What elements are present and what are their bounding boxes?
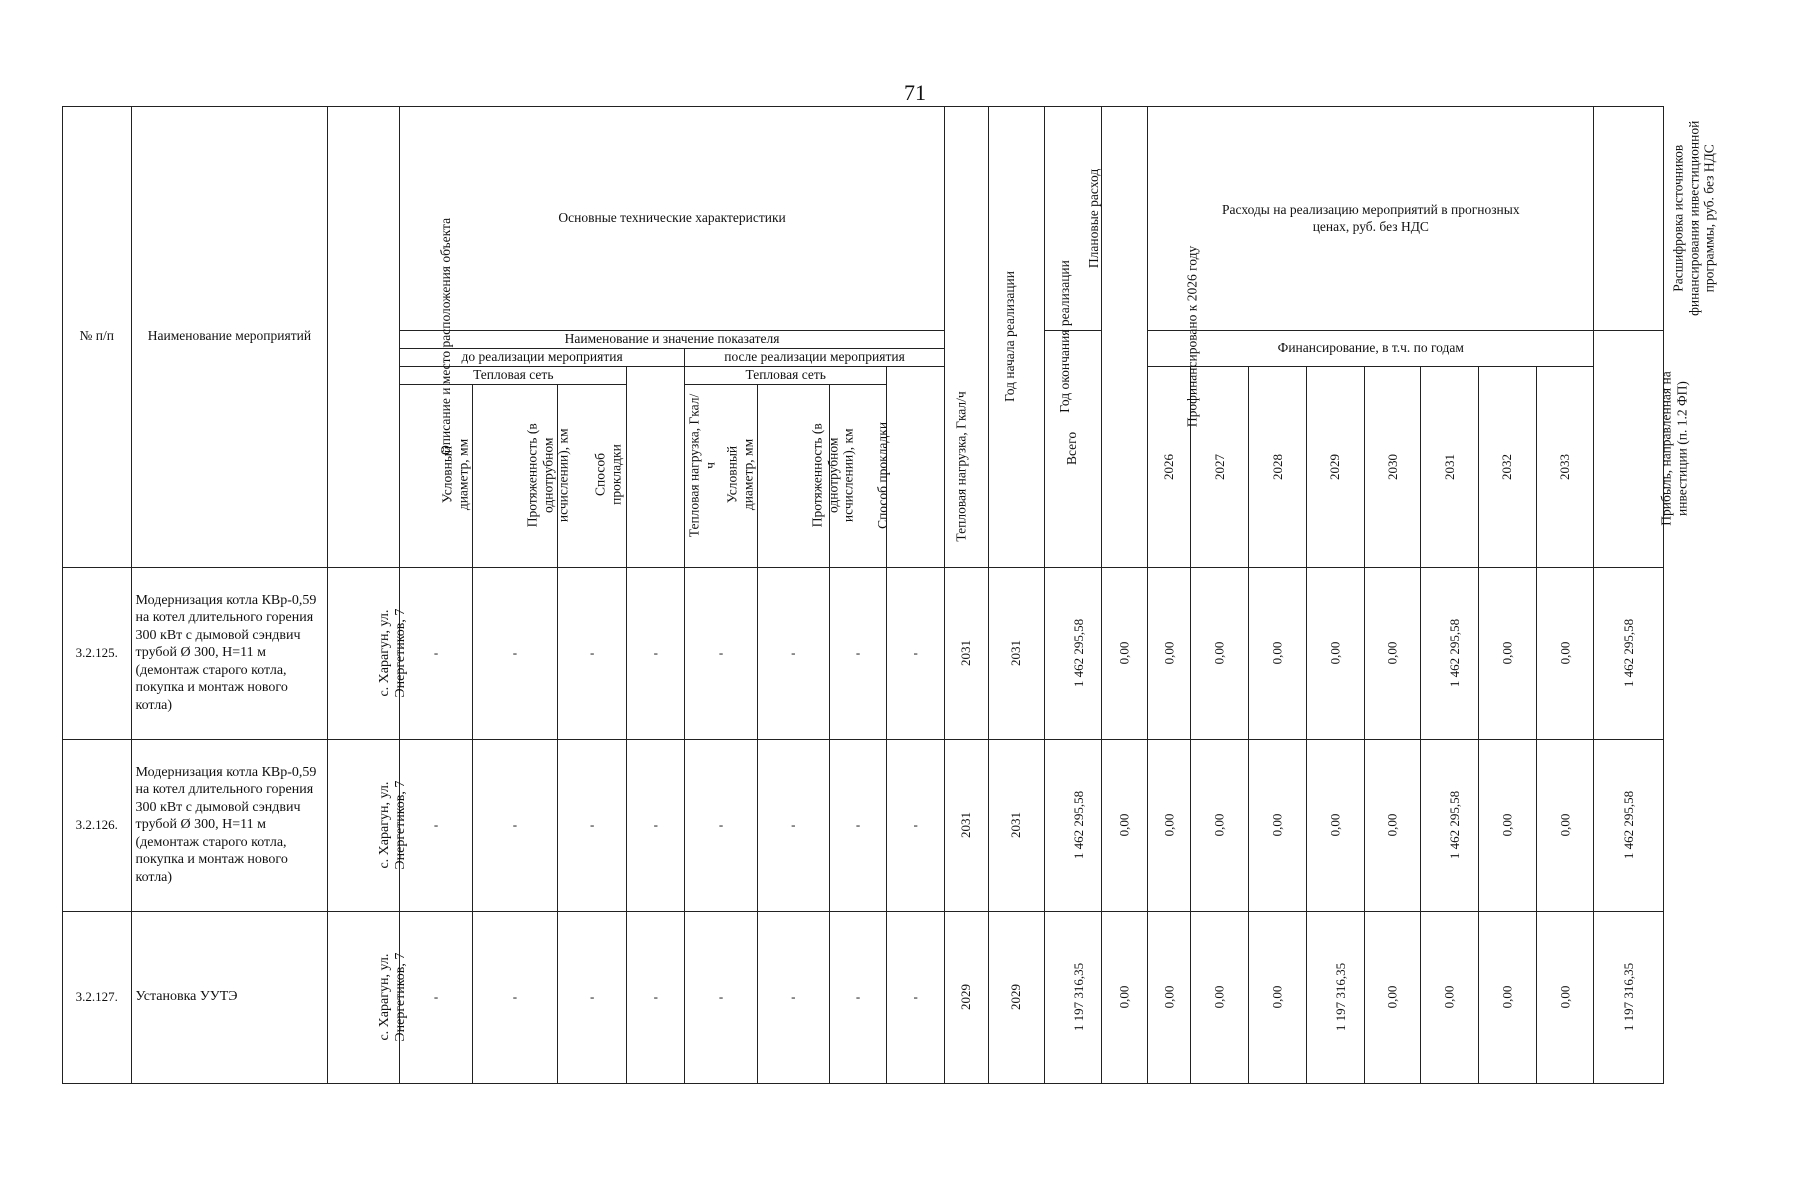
header-diam xyxy=(400,384,473,567)
cell-2026 xyxy=(1148,567,1190,739)
cell-diam2: - xyxy=(685,567,758,739)
row-location xyxy=(328,739,409,911)
cell-2029 xyxy=(1307,739,1365,911)
header-after: после реализации мероприятия xyxy=(685,348,945,366)
header-prefin xyxy=(1101,107,1199,568)
cell-2027-value: 0,00 xyxy=(1211,641,1227,665)
header-location-label: Описание и место расположения объекта xyxy=(438,218,454,456)
cell-2033 xyxy=(1536,567,1594,739)
header-profit xyxy=(1594,331,1690,568)
cell-2028-value: 0,00 xyxy=(1269,813,1285,837)
row-location xyxy=(328,911,409,1083)
cell-prefin-value: 0,00 xyxy=(1116,985,1132,1009)
row-name: Модернизация котла КВр-0,59 на котел длительного горения 300 кВт с дымовой сэндвич трубой Ø 300, Н=11 м (демонтаж старого котла, покупка и монтаж нового котла) xyxy=(131,739,328,911)
header-sources xyxy=(1594,107,1718,331)
cell-load2: - xyxy=(887,911,945,1083)
cell-length2: - xyxy=(757,911,829,1083)
cell-diam2: - xyxy=(685,739,758,911)
header-year-start-label: Год начала реализации xyxy=(1002,271,1018,403)
cell-2030 xyxy=(1364,739,1421,911)
cell-method2: - xyxy=(829,739,887,911)
cell-length2: - xyxy=(757,739,829,911)
cell-diam: - xyxy=(400,739,473,911)
year-2028-label: 2028 xyxy=(1269,453,1285,480)
cell-2028-value: 0,00 xyxy=(1269,641,1285,665)
cell-method: - xyxy=(557,567,627,739)
year-2029-label: 2029 xyxy=(1327,453,1343,480)
cell-2029-value: 1 197 316,35 xyxy=(1333,963,1349,1032)
cell-2026-value: 0,00 xyxy=(1161,641,1177,665)
header-year-2029 xyxy=(1307,366,1365,567)
header-year-2030 xyxy=(1364,366,1421,567)
cell-end xyxy=(988,567,1045,739)
cell-load: - xyxy=(627,739,685,911)
cell-2028 xyxy=(1249,739,1307,911)
year-2031-label: 2031 xyxy=(1441,453,1457,480)
cell-prefin-value: 0,00 xyxy=(1116,641,1132,665)
cell-2031-value: 1 462 295,58 xyxy=(1447,791,1463,860)
cell-2026-value: 0,00 xyxy=(1161,813,1177,837)
header-heat-net-before: Тепловая сеть xyxy=(400,366,627,384)
row-number: 3.2.126. xyxy=(63,739,132,911)
cell-2031 xyxy=(1421,567,1479,739)
cell-2028-value: 0,00 xyxy=(1269,985,1285,1009)
header-before: до реализации мероприятия xyxy=(400,348,685,366)
cell-2029 xyxy=(1307,567,1365,739)
header-tech: Основные технические характеристики xyxy=(400,107,945,331)
header-planned-label: Плановые расход xyxy=(1086,168,1102,269)
cell-length: - xyxy=(473,739,558,911)
cell-2026 xyxy=(1148,911,1190,1083)
cell-prefin xyxy=(1101,567,1148,739)
row-number: 3.2.125. xyxy=(63,567,132,739)
cell-start xyxy=(945,911,989,1083)
header-total-label: Всего xyxy=(1064,432,1080,466)
cell-2027 xyxy=(1190,567,1249,739)
page-number: 71 xyxy=(904,80,926,105)
cell-2032-value: 0,00 xyxy=(1499,641,1515,665)
header-length2-label: Протяженность (в однотрубном исчислении), км xyxy=(809,422,856,527)
header-diam-label: Условный диаметр, мм xyxy=(439,439,471,511)
year-2032-label: 2032 xyxy=(1499,453,1515,480)
cell-start-value: 2031 xyxy=(958,812,974,839)
cell-load2: - xyxy=(887,739,945,911)
cell-2029 xyxy=(1307,911,1365,1083)
cell-2032-value: 0,00 xyxy=(1499,985,1515,1009)
cell-diam: - xyxy=(400,911,473,1083)
header-method2-label: Способ прокладки xyxy=(874,422,890,530)
cell-profit xyxy=(1594,739,1664,911)
cell-method2: - xyxy=(829,567,887,739)
cell-2033-value: 0,00 xyxy=(1556,813,1572,837)
header-diam2-label: Условный диаметр, мм xyxy=(724,439,756,511)
cell-2028 xyxy=(1249,567,1307,739)
cell-2027 xyxy=(1190,911,1249,1083)
header-sources-label: Расшифровка источников финансирования инвестиционной программы, руб. без НДС xyxy=(1670,120,1718,316)
cell-2032-value: 0,00 xyxy=(1499,813,1515,837)
row-location-label: с. Харагун, ул. Энергетиков, 7 xyxy=(377,608,409,698)
cell-profit-value: 1 197 316,35 xyxy=(1620,963,1636,1032)
header-expenses: Расходы на реализацию мероприятий в прогнозных ценах, руб. без НДС xyxy=(1148,107,1594,331)
cell-method: - xyxy=(557,911,627,1083)
header-prefin-label: Профинансировано к 2026 году xyxy=(1183,246,1199,428)
row-location-label: с. Харагун, ул. Энергетиков, 7 xyxy=(377,952,409,1042)
cell-profit-value: 1 462 295,58 xyxy=(1620,791,1636,860)
header-year-2028 xyxy=(1249,366,1307,567)
cell-start xyxy=(945,567,989,739)
cell-end-value: 2031 xyxy=(1008,640,1024,667)
cell-diam: - xyxy=(400,567,473,739)
header-load-label: Тепловая нагрузка, Гкал/ч xyxy=(686,394,718,538)
cell-total xyxy=(1045,911,1102,1083)
cell-2027-value: 0,00 xyxy=(1211,985,1227,1009)
cell-diam2: - xyxy=(685,911,758,1083)
cell-2026 xyxy=(1148,739,1190,911)
cell-length: - xyxy=(473,567,558,739)
cell-2033 xyxy=(1536,911,1594,1083)
cell-start xyxy=(945,739,989,911)
cell-total-value: 1 197 316,35 xyxy=(1071,963,1087,1032)
cell-method2: - xyxy=(829,911,887,1083)
year-2030-label: 2030 xyxy=(1384,453,1400,480)
cell-2031-value: 1 462 295,58 xyxy=(1447,619,1463,688)
header-location xyxy=(328,107,454,568)
cell-2027 xyxy=(1190,739,1249,911)
header-load2 xyxy=(887,366,970,567)
cell-2029-value: 0,00 xyxy=(1327,641,1343,665)
header-name: Наименование мероприятий xyxy=(131,107,328,568)
cell-end-value: 2029 xyxy=(1008,984,1024,1011)
cell-profit-value: 1 462 295,58 xyxy=(1620,619,1636,688)
header-indicator: Наименование и значение показателя xyxy=(400,331,945,349)
cell-2028 xyxy=(1249,911,1307,1083)
header-financing: Финансирование, в т.ч. по годам xyxy=(1148,331,1594,367)
table-row xyxy=(63,567,1664,739)
header-load xyxy=(627,366,718,567)
cell-2033-value: 0,00 xyxy=(1556,641,1572,665)
cell-2031 xyxy=(1421,911,1479,1083)
cell-total xyxy=(1045,567,1102,739)
cell-2030-value: 0,00 xyxy=(1384,985,1400,1009)
cell-2033-value: 0,00 xyxy=(1556,985,1572,1009)
cell-method: - xyxy=(557,739,627,911)
cell-2030 xyxy=(1364,911,1421,1083)
header-year-end-label: Год окончания реализации xyxy=(1056,260,1072,414)
header-heat-net-after: Тепловая сеть xyxy=(685,366,887,384)
year-2027-label: 2027 xyxy=(1211,453,1227,480)
year-2033-label: 2033 xyxy=(1556,453,1572,480)
cell-profit xyxy=(1594,567,1664,739)
cell-2032 xyxy=(1478,567,1536,739)
cell-2030-value: 0,00 xyxy=(1384,813,1400,837)
cell-start-value: 2029 xyxy=(958,984,974,1011)
cell-2029-value: 0,00 xyxy=(1327,813,1343,837)
row-number: 3.2.127. xyxy=(63,911,132,1083)
cell-load2: - xyxy=(887,567,945,739)
cell-2032 xyxy=(1478,911,1536,1083)
row-location-label: с. Харагун, ул. Энергетиков, 7 xyxy=(377,780,409,870)
cell-start-value: 2031 xyxy=(958,640,974,667)
cell-load: - xyxy=(627,567,685,739)
header-load2-label: Тепловая нагрузка, Гкал/ч xyxy=(954,391,970,542)
header-year-2031 xyxy=(1421,366,1479,567)
cell-end xyxy=(988,911,1045,1083)
cell-length2: - xyxy=(757,567,829,739)
cell-load: - xyxy=(627,911,685,1083)
header-length2 xyxy=(757,384,856,567)
cell-2030-value: 0,00 xyxy=(1384,641,1400,665)
cell-total xyxy=(1045,739,1102,911)
cell-2030 xyxy=(1364,567,1421,739)
header-num: № п/п xyxy=(63,107,132,568)
year-2026-label: 2026 xyxy=(1161,453,1177,480)
cell-total-value: 1 462 295,58 xyxy=(1071,791,1087,860)
cell-end-value: 2031 xyxy=(1008,812,1024,839)
cell-2031-value: 0,00 xyxy=(1441,985,1457,1009)
header-method-label: Способ прокладки xyxy=(592,444,623,506)
cell-2032 xyxy=(1478,739,1536,911)
cell-prefin xyxy=(1101,911,1148,1083)
cell-prefin-value: 0,00 xyxy=(1116,813,1132,837)
header-length-label: Протяженность (в однотрубном исчислении), км xyxy=(524,422,571,527)
cell-2027-value: 0,00 xyxy=(1211,813,1227,837)
table-row xyxy=(63,739,1664,911)
cell-prefin xyxy=(1101,739,1148,911)
row-name: Модернизация котла КВр-0,59 на котел длительного горения 300 кВт с дымовой сэндвич трубой Ø 300, Н=11 м (демонтаж старого котла, покупка и монтаж нового котла) xyxy=(131,567,328,739)
cell-2033 xyxy=(1536,739,1594,911)
investment-table xyxy=(62,106,1718,1084)
row-name: Установка УУТЭ xyxy=(131,911,328,1083)
row-location xyxy=(328,567,409,739)
table-row xyxy=(63,911,1664,1083)
header-length xyxy=(473,384,571,567)
header-profit-label: Прибыль, направленная на инвестиции (п. 1.2 ФП) xyxy=(1658,370,1690,526)
cell-length: - xyxy=(473,911,558,1083)
cell-total-value: 1 462 295,58 xyxy=(1071,619,1087,688)
header-year-2033 xyxy=(1536,366,1594,567)
cell-2026-value: 0,00 xyxy=(1161,985,1177,1009)
cell-2031 xyxy=(1421,739,1479,911)
cell-profit xyxy=(1594,911,1664,1083)
cell-end xyxy=(988,739,1045,911)
header-year-2032 xyxy=(1478,366,1536,567)
